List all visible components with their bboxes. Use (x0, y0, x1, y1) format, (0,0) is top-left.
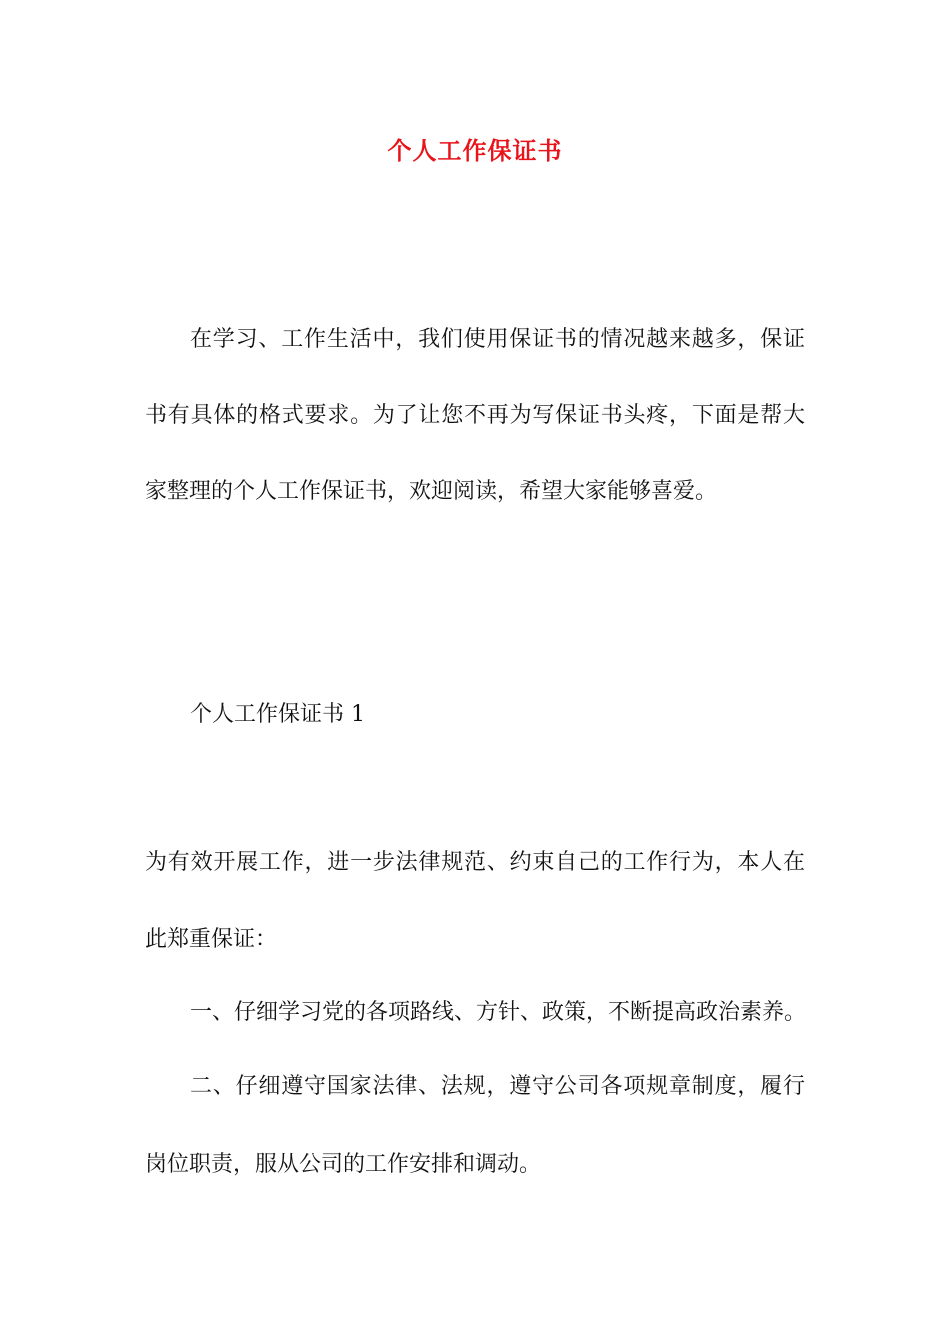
paragraph-1-line-2: 此郑重保证： (145, 927, 278, 952)
intro-line-2: 书有具体的格式要求。为了让您不再为写保证书头疼，下面是帮大 (145, 403, 805, 428)
list-item-2-line-2: 岗位职责，服从公司的工作安排和调动。 (145, 1152, 542, 1177)
document-title: 个人工作保证书 (387, 136, 563, 165)
list-item-2-line-1: 二、仔细遵守国家法律、法规，遵守公司各项规章制度，履行 (190, 1074, 805, 1099)
paragraph-1-line-1: 为有效开展工作，进一步法律规范、约束自己的工作行为，本人在 (145, 850, 805, 875)
intro-line-1: 在学习、工作生活中，我们使用保证书的情况越来越多，保证 (190, 327, 805, 352)
list-item-1: 一、仔细学习党的各项路线、方针、政策，不断提高政治素养。 (190, 1000, 807, 1025)
section-heading: 个人工作保证书 1 (190, 702, 365, 727)
intro-line-3: 家整理的个人工作保证书，欢迎阅读，希望大家能够喜爱。 (145, 479, 718, 504)
